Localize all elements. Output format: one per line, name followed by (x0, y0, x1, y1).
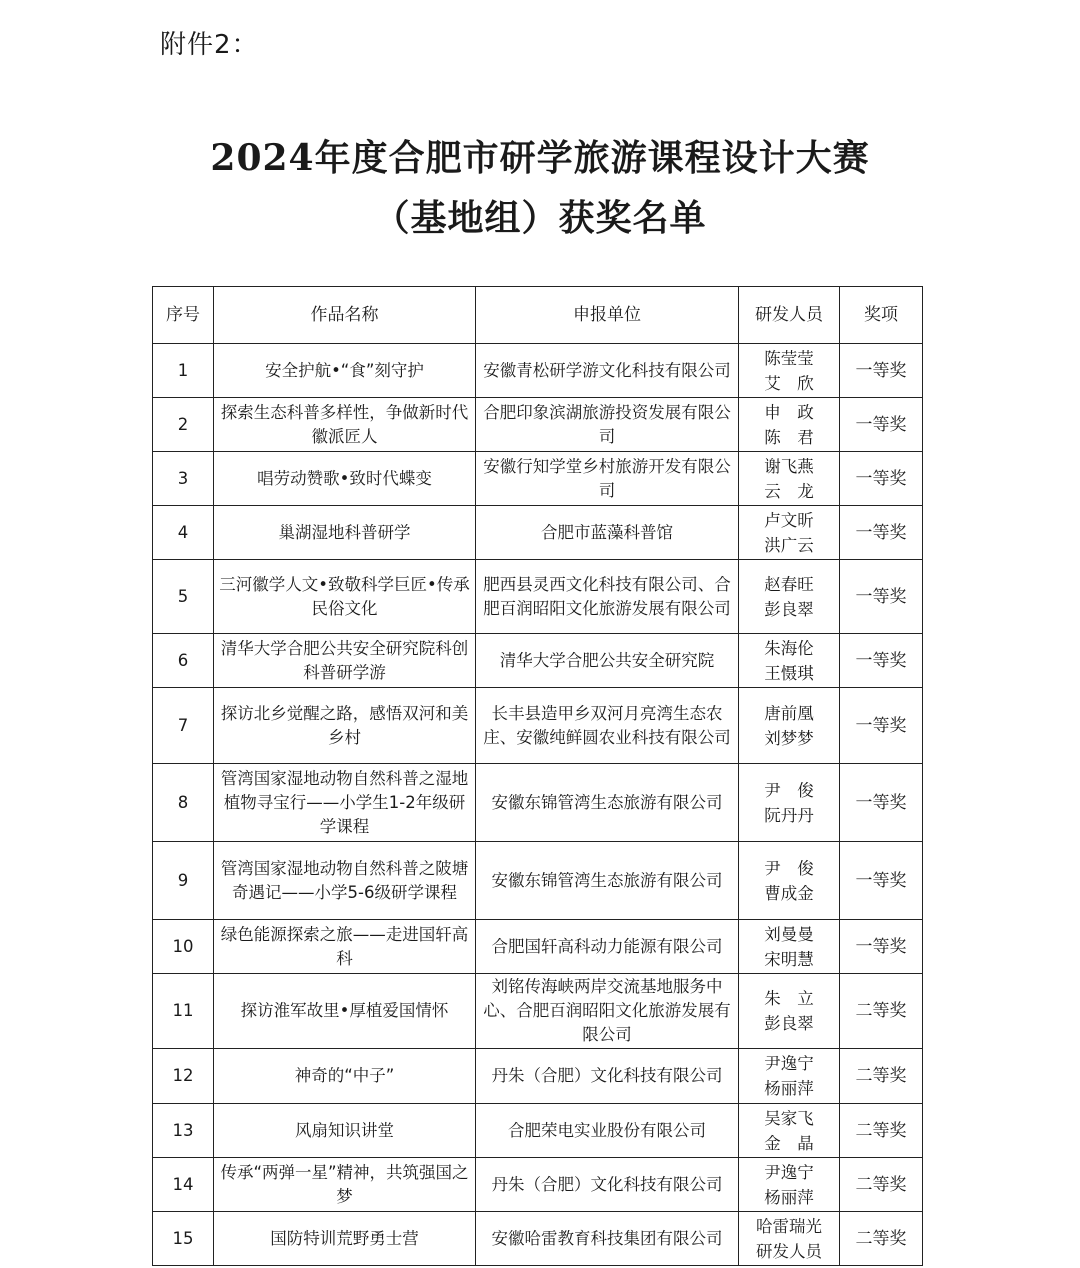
cell-award: 一等奖 (840, 506, 923, 560)
cell-award: 二等奖 (840, 1049, 923, 1104)
cell-developers: 卢文昕 洪广云 (739, 506, 840, 560)
cell-unit: 合肥国轩高科动力能源有限公司 (476, 920, 739, 974)
cell-no: 4 (153, 506, 214, 560)
table-header-row (153, 287, 923, 344)
cell-award: 二等奖 (840, 974, 923, 1049)
table-row (153, 452, 923, 506)
table-row (153, 1104, 923, 1158)
cell-no: 10 (153, 920, 214, 974)
cell-developers: 唐前凰 刘梦梦 (739, 688, 840, 764)
cell-award: 二等奖 (840, 1158, 923, 1212)
cell-developers: 尹逸宁 杨丽萍 (739, 1049, 840, 1104)
cell-award: 二等奖 (840, 1104, 923, 1158)
cell-developers: 陈莹莹 艾 欣 (739, 344, 840, 398)
cell-award: 一等奖 (840, 452, 923, 506)
cell-unit: 安徽东锦管湾生态旅游有限公司 (476, 842, 739, 920)
table-row (153, 1158, 923, 1212)
cell-unit: 合肥荣电实业股份有限公司 (476, 1104, 739, 1158)
column-header-developers: 研发人员 (739, 287, 840, 344)
table-row (153, 764, 923, 842)
cell-developers: 赵春旺 彭良翠 (739, 560, 840, 634)
cell-award: 一等奖 (840, 842, 923, 920)
cell-no: 5 (153, 560, 214, 634)
cell-no: 1 (153, 344, 214, 398)
cell-no: 3 (153, 452, 214, 506)
cell-name: 探访淮军故里•厚植爱国情怀 (214, 974, 476, 1049)
cell-no: 13 (153, 1104, 214, 1158)
attachment-label: 附件2： (160, 30, 259, 60)
cell-no: 14 (153, 1158, 214, 1212)
cell-award: 一等奖 (840, 344, 923, 398)
cell-name: 清华大学合肥公共安全研究院科创科普研学游 (214, 634, 476, 688)
table-row (153, 1212, 923, 1266)
cell-name: 唱劳动赞歌•致时代蝶变 (214, 452, 476, 506)
table-row (153, 344, 923, 398)
cell-no: 11 (153, 974, 214, 1049)
cell-award: 一等奖 (840, 920, 923, 974)
cell-award: 一等奖 (840, 398, 923, 452)
table-row (153, 506, 923, 560)
cell-unit: 安徽行知学堂乡村旅游开发有限公司 (476, 452, 739, 506)
cell-award: 一等奖 (840, 688, 923, 764)
cell-developers: 朱 立 彭良翠 (739, 974, 840, 1049)
cell-unit: 肥西县灵西文化科技有限公司、合肥百润昭阳文化旅游发展有限公司 (476, 560, 739, 634)
table-row (153, 842, 923, 920)
column-header-name: 作品名称 (214, 287, 476, 344)
cell-developers: 哈雷瑞光 研发人员 (739, 1212, 840, 1266)
cell-name: 探访北乡觉醒之路，感悟双河和美乡村 (214, 688, 476, 764)
cell-name: 传承“两弹一星”精神，共筑强国之梦 (214, 1158, 476, 1212)
cell-unit: 丹朱（合肥）文化科技有限公司 (476, 1049, 739, 1104)
table-row (153, 398, 923, 452)
cell-name: 管湾国家湿地动物自然科普之湿地植物寻宝行——小学生1-2年级研学课程 (214, 764, 476, 842)
cell-award: 一等奖 (840, 560, 923, 634)
cell-developers: 申 政 陈 君 (739, 398, 840, 452)
cell-no: 7 (153, 688, 214, 764)
cell-unit: 清华大学合肥公共安全研究院 (476, 634, 739, 688)
table-row (153, 634, 923, 688)
cell-name: 国防特训荒野勇士营 (214, 1212, 476, 1266)
column-header-award: 奖项 (840, 287, 923, 344)
cell-award: 二等奖 (840, 1212, 923, 1266)
cell-no: 15 (153, 1212, 214, 1266)
cell-no: 6 (153, 634, 214, 688)
cell-unit: 刘铭传海峡两岸交流基地服务中心、合肥百润昭阳文化旅游发展有限公司 (476, 974, 739, 1049)
cell-award: 一等奖 (840, 634, 923, 688)
cell-developers: 尹 俊 阮丹丹 (739, 764, 840, 842)
cell-name: 安全护航•“食”刻守护 (214, 344, 476, 398)
cell-developers: 朱海伦 王慑琪 (739, 634, 840, 688)
cell-name: 巢湖湿地科普研学 (214, 506, 476, 560)
column-header-unit: 申报单位 (476, 287, 739, 344)
cell-developers: 吴家飞 金 晶 (739, 1104, 840, 1158)
table-row (153, 1049, 923, 1104)
table-row (153, 688, 923, 764)
table-row (153, 920, 923, 974)
cell-name: 神奇的“中子” (214, 1049, 476, 1104)
cell-name: 管湾国家湿地动物自然科普之陂塘奇遇记——小学5-6级研学课程 (214, 842, 476, 920)
cell-no: 12 (153, 1049, 214, 1104)
cell-unit: 合肥印象滨湖旅游投资发展有限公司 (476, 398, 739, 452)
cell-unit: 合肥市蓝藻科普馆 (476, 506, 739, 560)
table-row (153, 560, 923, 634)
cell-unit: 丹朱（合肥）文化科技有限公司 (476, 1158, 739, 1212)
cell-developers: 刘曼曼 宋明慧 (739, 920, 840, 974)
page-title: 2024年度合肥市研学旅游课程设计大赛 (210, 137, 870, 179)
cell-name: 绿色能源探索之旅——走进国轩高科 (214, 920, 476, 974)
cell-unit: 安徽东锦管湾生态旅游有限公司 (476, 764, 739, 842)
cell-no: 9 (153, 842, 214, 920)
cell-developers: 尹逸宁 杨丽萍 (739, 1158, 840, 1212)
cell-unit: 安徽青松研学游文化科技有限公司 (476, 344, 739, 398)
column-header-no: 序号 (153, 287, 214, 344)
table-row (153, 974, 923, 1049)
cell-developers: 尹 俊 曹成金 (739, 842, 840, 920)
cell-no: 2 (153, 398, 214, 452)
cell-award: 一等奖 (840, 764, 923, 842)
cell-developers: 谢飞燕 云 龙 (739, 452, 840, 506)
cell-name: 风扇知识讲堂 (214, 1104, 476, 1158)
cell-unit: 长丰县造甲乡双河月亮湾生态农庄、安徽纯鲜圆农业科技有限公司 (476, 688, 739, 764)
cell-unit: 安徽哈雷教育科技集团有限公司 (476, 1212, 739, 1266)
cell-no: 8 (153, 764, 214, 842)
cell-name: 三河徽学人文•致敬科学巨匠•传承民俗文化 (214, 560, 476, 634)
page-subtitle: （基地组）获奖名单 (373, 197, 707, 239)
cell-name: 探索生态科普多样性，争做新时代徽派匠人 (214, 398, 476, 452)
awards-table (152, 286, 923, 1266)
